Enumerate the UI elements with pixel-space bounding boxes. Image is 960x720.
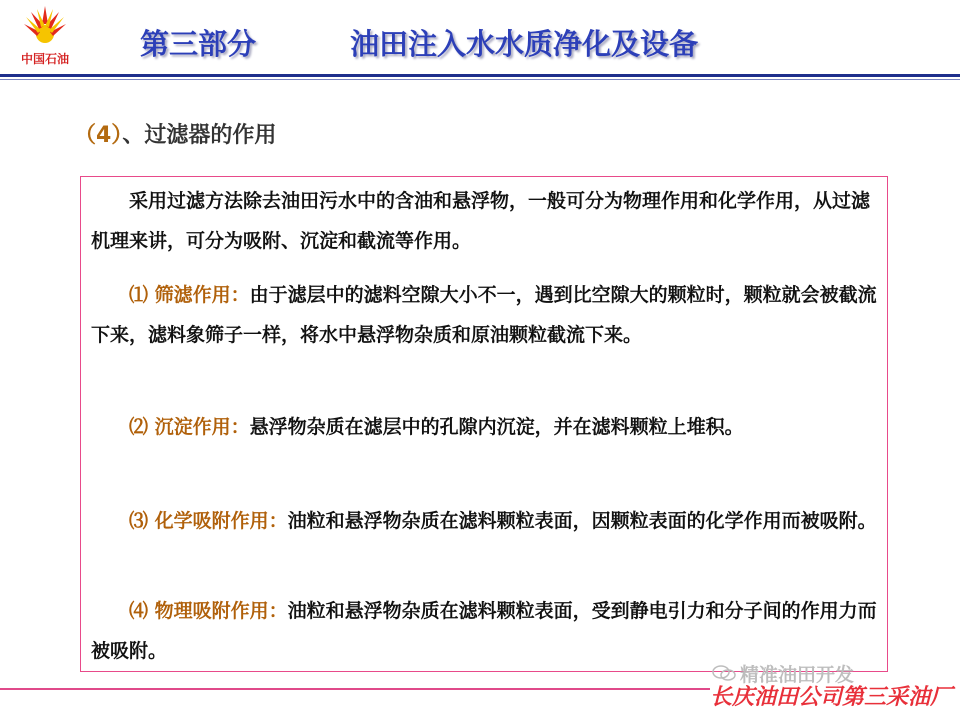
item-term: 筛滤作用： [154,284,250,306]
slide-header [0,0,960,82]
slide-title: 油田注入水水质净化及设备 [350,27,699,61]
item-number: ⑵ [129,416,149,438]
item-number: ⑷ [129,600,149,622]
watermark-text: 精准油田开发 [740,664,855,686]
sun-petal-icon [23,4,67,48]
content-box [80,176,888,672]
item-term: 化学吸附作用： [154,510,288,532]
footer-text: 长庆油田公司第三采油厂 [710,685,953,710]
item-paragraph [91,407,877,447]
item-text: 油粒和悬浮物杂质在滤料颗粒表面，因颗粒表面的化学作用而被吸附。 [287,510,877,532]
footer-divider [0,688,710,690]
logo-text: 中国石油 [20,52,69,66]
item-number: ⑶ [129,510,149,532]
item-term: 物理吸附作用： [154,600,288,622]
item-number: ⑴ [129,284,149,306]
item-text: 油粒和悬浮物杂质在滤料颗粒表面，受到静电引力和分子间的作用力而被吸附。 [91,600,877,662]
header-divider [0,74,960,77]
item-term: 沉淀作用： [154,416,250,438]
intro-paragraph: 采用过滤方法除去油田污水中的含油和悬浮物，一般可分为物理作用和化学作用，从过滤机理来讲，可分为吸附、沉淀和截流等作用。 [91,190,871,252]
section-label: 第三部分 [140,27,257,61]
item-paragraph [91,501,877,541]
petrochina-logo [14,4,76,70]
subheading-text: 、过滤器的作用 [122,123,277,148]
header-divider-thin [0,79,960,80]
item-text: 由于滤层中的滤料空隙大小不一，遇到比空隙大的颗粒时，颗粒就会被截流下来，滤料象筛子一样，将水中悬浮物杂质和原油颗粒截流下来。 [91,284,877,346]
subheading-number: （4） [74,123,123,148]
item-paragraph [91,591,877,671]
item-text: 悬浮物杂质在滤层中的孔隙内沉淀，并在滤料颗粒上堆积。 [249,416,744,438]
item-paragraph [91,275,877,355]
subheading [74,118,276,149]
